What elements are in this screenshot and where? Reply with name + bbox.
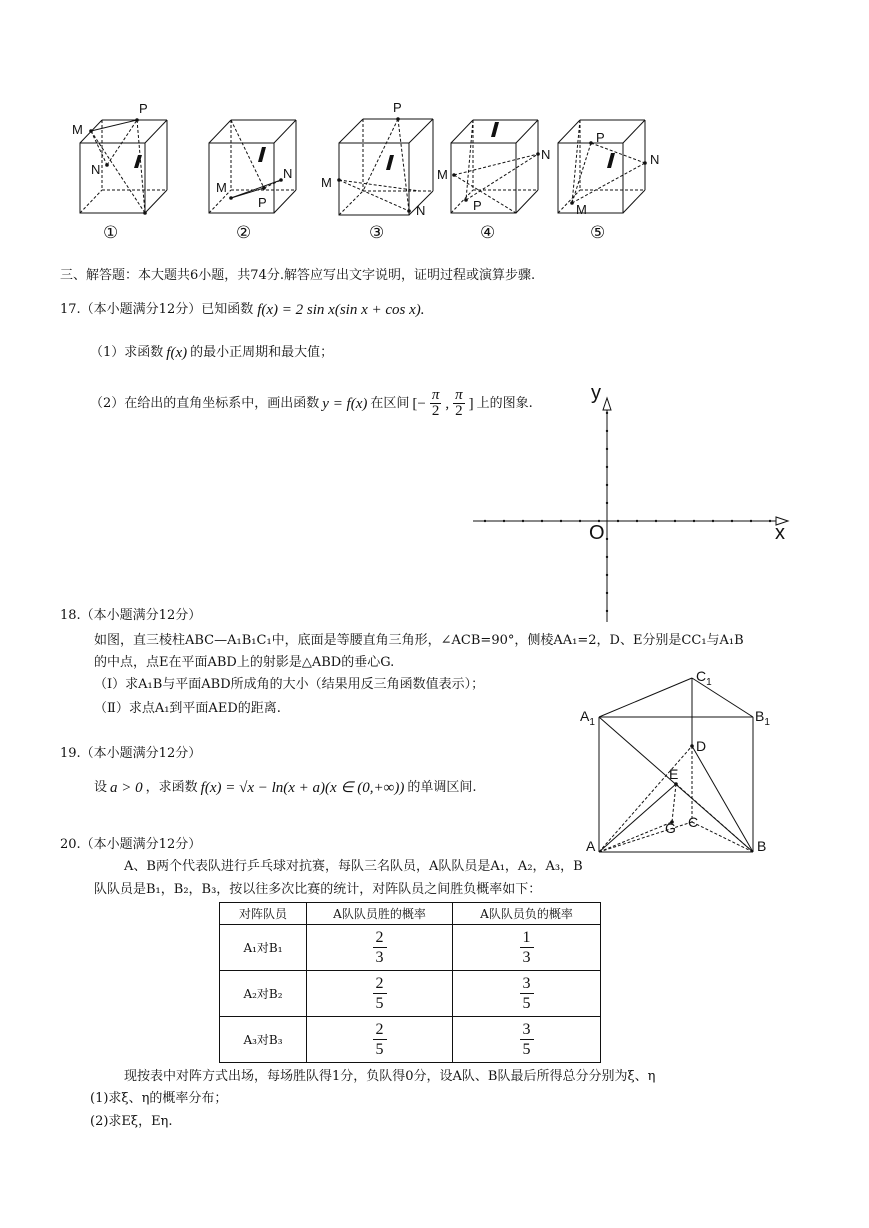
q18-label-A1: $A_1$ bbox=[580, 708, 595, 728]
cube2-label-M: M bbox=[216, 180, 227, 195]
q18-label-B1: $B_1$ bbox=[755, 708, 770, 728]
table-header-cell: A队队员胜的概率 bbox=[307, 903, 453, 925]
q20-line2: 队队员是B₁，B₂，B₃，按以往多次比赛的统计，对阵队员之间胜负概率如下： bbox=[94, 882, 542, 897]
table-pair-cell: A₁对B₁ bbox=[220, 925, 307, 971]
cube4-label-P: P bbox=[473, 198, 482, 213]
q17-frac-right: $\frac{\pi}{2}$ bbox=[455, 387, 463, 419]
table-win-cell: $\frac{2}{3}$ bbox=[307, 925, 453, 971]
q19-lead: 设 bbox=[94, 780, 108, 795]
cube4-label-M: M bbox=[437, 167, 448, 182]
q17-part2-mid: 在区间 bbox=[370, 395, 410, 411]
cube1-label-P: P bbox=[139, 101, 148, 116]
q17-function: f(x) = 2 sin x(sin x + cos x). bbox=[257, 302, 425, 318]
cube5-label-N: N bbox=[650, 152, 660, 167]
table-lose-cell: $\frac{1}{3}$ bbox=[453, 925, 601, 971]
table-header-row bbox=[220, 903, 601, 925]
q18-label-C: C bbox=[688, 814, 699, 830]
q17-interval-right: ] bbox=[468, 395, 474, 412]
cube-caption-1: ① bbox=[103, 223, 119, 243]
q19-tail: 的单调区间. bbox=[407, 780, 477, 795]
q17-origin-label: O bbox=[589, 522, 605, 544]
q18-label-E: E bbox=[669, 766, 679, 782]
cube1-label-M: M bbox=[72, 122, 83, 137]
q17-part1-func: f(x) bbox=[166, 345, 188, 361]
q20-line1: A、B两个代表队进行乒乓球对抗赛，每队三名队员，A队队员是A₁，A₂，A₃，B bbox=[124, 859, 583, 874]
table-win-cell: $\frac{2}{5}$ bbox=[307, 1017, 453, 1063]
q20-head: 20.（本小题满分12分） bbox=[60, 837, 202, 852]
q17-frac-left: $\frac{\pi}{2}$ bbox=[431, 387, 440, 419]
q18-line3: （Ⅰ）求A₁B与平面ABD所成角的大小（结果用反三角函数值表示）； bbox=[94, 677, 485, 692]
q18-label-C1: $C_1$ bbox=[696, 668, 712, 688]
table-row bbox=[220, 925, 601, 971]
cube5-label-M: M bbox=[576, 202, 587, 217]
q19-function: f(x) = √x − ln(x + a)(x ∈ (0,+∞)) bbox=[200, 780, 405, 796]
q19-mid: ，求函数 bbox=[145, 780, 198, 795]
q18-label-G: G bbox=[665, 820, 676, 836]
q17-part2-func: y = f(x) bbox=[322, 395, 368, 412]
cube-caption-2: ② bbox=[236, 223, 252, 243]
q17-interval-left: [− bbox=[412, 395, 426, 412]
table-lose-cell: $\frac{3}{5}$ bbox=[453, 1017, 601, 1063]
table-win-cell: $\frac{2}{5}$ bbox=[307, 971, 453, 1017]
table-lose-cell: $\frac{3}{5}$ bbox=[453, 971, 601, 1017]
q17-part1-tail: 的最小正周期和最大值； bbox=[190, 345, 334, 360]
q17-part2-lead: （2）在给出的直角坐标系中，画出函数 bbox=[90, 395, 320, 411]
q19-head: 19.（本小题满分12分） bbox=[60, 746, 202, 761]
q17-axis-y-label: y bbox=[591, 382, 601, 404]
q17-part2-tail: 上的图象. bbox=[476, 395, 533, 411]
q19-condition: a > 0 bbox=[110, 780, 143, 796]
cube2-label-N: N bbox=[283, 166, 293, 181]
cube3-label-N: N bbox=[416, 203, 426, 218]
q18-line2: 的中点，点E在平面ABD上的射影是△ABD的垂心G. bbox=[94, 655, 395, 670]
section-heading: 三、解答题：本大题共6小题，共74分.解答应写出文字说明，证明过程或演算步骤. bbox=[60, 268, 536, 283]
cube4-label-N: N bbox=[541, 147, 551, 162]
table-row bbox=[220, 971, 601, 1017]
table-row bbox=[220, 1017, 601, 1063]
table-pair-cell: A₃对B₃ bbox=[220, 1017, 307, 1063]
q20-line4: (1)求ξ、η的概率分布； bbox=[90, 1091, 228, 1106]
cube3-label-P: P bbox=[393, 100, 402, 115]
q20-line3: 现按表中对阵方式出场，每场胜队得1分，负队得0分，设A队、B队最后所得总分分别为ξ、η bbox=[124, 1069, 656, 1084]
cube5-label-P: P bbox=[596, 130, 605, 145]
q18-label-A: A bbox=[586, 838, 596, 854]
q19-statement bbox=[94, 779, 476, 797]
cube-caption-4: ④ bbox=[480, 223, 496, 243]
cube2-label-P: P bbox=[258, 195, 267, 210]
cube1-label-N: N bbox=[91, 162, 101, 177]
q18-label-D: D bbox=[696, 738, 707, 754]
q18-label-B: B bbox=[757, 838, 767, 854]
q18-line1: 如图，直三棱柱ABC—A₁B₁C₁中，底面是等腰直角三角形，∠ACB=90°，侧棱AA₁=2，D、E分别是CC₁与A₁B bbox=[94, 633, 744, 648]
q17-interval-comma: , bbox=[445, 395, 450, 412]
cube3-label-M: M bbox=[321, 175, 332, 190]
table-pair-cell: A₂对B₂ bbox=[220, 971, 307, 1017]
q20-probability-table bbox=[219, 902, 601, 1063]
cube-caption-5: ⑤ bbox=[590, 223, 606, 243]
q18-line4: （Ⅱ）求点A₁到平面AED的距离. bbox=[94, 701, 281, 716]
table-header-cell: 对阵队员 bbox=[220, 903, 307, 925]
cube-caption-3: ③ bbox=[369, 223, 385, 243]
q17-axis-x-label: x bbox=[775, 522, 785, 544]
q20-line5: (2)求Eξ，Eη. bbox=[90, 1114, 173, 1129]
q18-head: 18.（本小题满分12分） bbox=[60, 608, 202, 623]
q17-part1-lead: （1）求函数 bbox=[90, 345, 164, 360]
q17-head: 17.（本小题满分12分）已知函数 bbox=[60, 302, 254, 317]
table-header-cell: A队队员负的概率 bbox=[453, 903, 601, 925]
